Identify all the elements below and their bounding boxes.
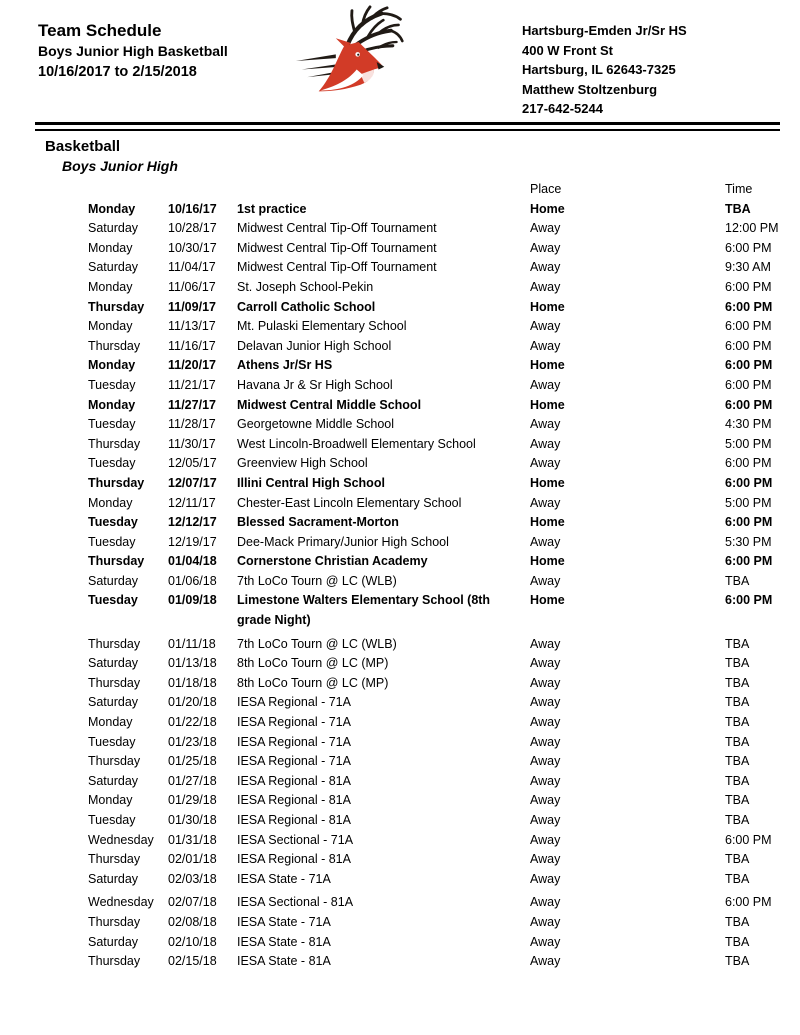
cell-date: 12/19/17 [168, 534, 217, 549]
contact-phone: 217-642-5244 [522, 101, 603, 116]
cell-day: Monday [88, 358, 136, 373]
row-spacer [0, 893, 88, 913]
cell-date: 02/07/18 [168, 895, 217, 910]
cell-day: Thursday [88, 475, 145, 490]
cell-time: 6:00 PM [725, 397, 773, 412]
cell-day: Tuesday [88, 734, 136, 749]
cell-date: 02/03/18 [168, 871, 217, 886]
cell-place: Away [530, 456, 561, 471]
cell-event: Blessed Sacrament-Morton [237, 515, 399, 530]
cell-event: 8th LoCo Tourn @ LC (MP) [237, 656, 389, 671]
cell-event: IESA Regional - 81A [237, 773, 351, 788]
cell-date: 10/30/17 [168, 240, 217, 255]
cell-time: 12:00 PM [725, 221, 779, 236]
cell-date: 02/15/18 [168, 954, 217, 969]
cell-date: 02/01/18 [168, 852, 217, 867]
cell-event: IESA Regional - 81A [237, 793, 351, 808]
cell-date: 11/27/17 [168, 397, 216, 412]
cell-time: TBA [725, 871, 750, 886]
cell-day: Saturday [88, 656, 139, 671]
cell-event: 8th LoCo Tourn @ LC (MP) [237, 675, 389, 690]
cell-day: Saturday [88, 871, 139, 886]
row-spacer [0, 415, 88, 435]
row-spacer [0, 474, 88, 494]
cell-day: Thursday [88, 675, 141, 690]
cell-day: Wednesday [88, 895, 154, 910]
cell-date: 01/31/18 [168, 832, 217, 847]
cell-event: 7th LoCo Tourn @ LC (WLB) [237, 636, 397, 651]
header-divider [35, 122, 780, 131]
cell-time: TBA [725, 201, 751, 216]
row-spacer [0, 850, 88, 870]
cell-date: 12/05/17 [168, 456, 217, 471]
cell-date: 11/20/17 [168, 358, 216, 373]
table-row [0, 893, 800, 913]
cell-day: Tuesday [88, 534, 136, 549]
cell-event: Carroll Catholic School [237, 299, 376, 314]
table-row [0, 952, 800, 972]
cell-date: 01/29/18 [168, 793, 217, 808]
cell-date: 10/28/17 [168, 221, 217, 236]
cell-time: 5:00 PM [725, 436, 772, 451]
row-spacer [0, 674, 88, 694]
cell-event: St. Joseph School-Pekin [237, 279, 374, 294]
cell-date: 02/08/18 [168, 914, 217, 929]
row-spacer [0, 552, 88, 572]
cell-time: 6:00 PM [725, 475, 773, 490]
cell-date: 12/11/17 [168, 495, 216, 510]
cell-day: Monday [88, 495, 133, 510]
row-spacer [0, 494, 88, 514]
cell-place: Away [530, 773, 561, 788]
cell-day: Thursday [88, 852, 141, 867]
cell-date: 12/12/17 [168, 515, 217, 530]
cell-time: TBA [725, 793, 750, 808]
cell-event: Midwest Central Tip-Off Tournament [237, 260, 437, 275]
school-city-state-zip: Hartsburg, IL 62643-7325 [522, 62, 676, 77]
row-spacer [0, 239, 88, 259]
table-row [0, 513, 800, 533]
stag-head-icon [291, 4, 411, 99]
table-row [0, 474, 800, 494]
cell-event: 1st practice [237, 201, 307, 216]
school-address: 400 W Front St [522, 42, 614, 58]
cell-place: Away [530, 954, 561, 969]
cell-place: Away [530, 871, 561, 886]
cell-date: 01/18/18 [168, 675, 217, 690]
cell-event: Illini Central High School [237, 475, 385, 490]
cell-event: Havana Jr & Sr High School [237, 377, 393, 392]
cell-place: Home [530, 299, 565, 314]
cell-event: IESA Regional - 71A [237, 734, 351, 749]
cell-day: Monday [88, 319, 133, 334]
row-spacer [0, 752, 88, 772]
cell-place: Away [530, 793, 561, 808]
row-spacer [0, 713, 88, 733]
cell-time: TBA [725, 852, 750, 867]
cell-date: 01/09/18 [168, 593, 217, 608]
cell-event: Greenview High School [237, 456, 368, 471]
cell-event: Georgetowne Middle School [237, 417, 395, 432]
cell-place: Away [530, 813, 561, 827]
cell-event: IESA Regional - 71A [237, 695, 351, 710]
cell-time: 6:00 PM [725, 358, 773, 373]
cell-date: 11/30/17 [168, 436, 216, 451]
table-row [0, 654, 800, 674]
cell-time: 6:00 PM [725, 832, 772, 847]
row-spacer [0, 298, 88, 318]
cell-day: Monday [88, 397, 136, 412]
cell-event: Midwest Central Middle School [237, 397, 422, 412]
row-spacer [0, 513, 88, 533]
cell-time: TBA [725, 695, 750, 710]
sport-heading: Basketball [45, 138, 121, 155]
cell-time: TBA [725, 914, 750, 929]
cell-date: 12/07/17 [168, 475, 217, 490]
cell-event: Mt. Pulaski Elementary School [237, 319, 407, 334]
cell-time: 6:00 PM [725, 319, 772, 334]
cell-day: Tuesday [88, 515, 138, 530]
cell-time: 6:00 PM [725, 456, 772, 471]
cell-place: Away [530, 895, 561, 910]
header-event-spacer [237, 180, 530, 200]
cell-time: 6:00 PM [725, 895, 772, 910]
table-row [0, 317, 800, 337]
cell-place: Away [530, 495, 561, 510]
cell-date: 01/04/18 [168, 554, 217, 569]
cell-event: IESA Regional - 81A [237, 852, 351, 867]
table-row [0, 396, 800, 416]
cell-place: Away [530, 675, 561, 690]
table-row [0, 635, 800, 655]
cell-place: Away [530, 715, 561, 730]
table-row [0, 239, 800, 259]
cell-event: IESA State - 81A [237, 934, 331, 949]
cell-day: Monday [88, 715, 133, 730]
cell-place: Away [530, 319, 561, 334]
divider-thin-line [35, 129, 780, 131]
cell-place: Away [530, 852, 561, 867]
cell-place: Home [530, 554, 565, 569]
cell-place: Away [530, 436, 561, 451]
cell-time: TBA [725, 754, 750, 769]
cell-time: TBA [725, 715, 750, 730]
row-spacer [0, 376, 88, 396]
row-spacer [0, 635, 88, 655]
cell-day: Monday [88, 793, 133, 808]
cell-time: 6:00 PM [725, 593, 773, 608]
table-row [0, 200, 800, 220]
cell-place: Away [530, 656, 561, 671]
cell-event: Chester-East Lincoln Elementary School [237, 495, 462, 510]
cell-day: Monday [88, 279, 133, 294]
cell-time: TBA [725, 954, 750, 969]
header-day-spacer [88, 180, 168, 200]
cell-event: Dee-Mack Primary/Junior High School [237, 534, 449, 549]
cell-event: IESA Sectional - 71A [237, 832, 354, 847]
cell-place: Away [530, 240, 561, 255]
stag-mascot-logo [291, 4, 411, 99]
row-spacer [0, 337, 88, 357]
row-spacer [0, 435, 88, 455]
column-header-place: Place [530, 182, 562, 196]
cell-place: Away [530, 754, 561, 769]
cell-place: Away [530, 377, 561, 392]
cell-time: TBA [725, 773, 750, 788]
cell-place: Away [530, 934, 561, 949]
row-spacer [0, 811, 88, 831]
cell-place: Home [530, 593, 565, 608]
table-row [0, 713, 800, 733]
row-spacer [0, 772, 88, 792]
cell-time: TBA [725, 675, 750, 690]
table-row [0, 913, 800, 933]
cell-time: 5:30 PM [725, 534, 772, 549]
table-row [0, 693, 800, 713]
cell-day: Tuesday [88, 377, 136, 392]
cell-day: Monday [88, 240, 133, 255]
row-spacer [0, 933, 88, 953]
table-row [0, 791, 800, 811]
cell-place: Away [530, 573, 561, 588]
cell-day: Thursday [88, 954, 141, 969]
cell-day: Thursday [88, 754, 141, 769]
team-subtitle: Boys Junior High Basketball [38, 43, 228, 59]
cell-date: 11/16/17 [168, 338, 216, 353]
cell-place: Away [530, 221, 561, 236]
contact-name: Matthew Stoltzenburg [522, 81, 658, 97]
row-spacer [0, 258, 88, 278]
cell-date: 01/20/18 [168, 695, 217, 710]
table-row [0, 933, 800, 953]
cell-place: Away [530, 260, 561, 275]
cell-event: West Lincoln-Broadwell Elementary School [237, 436, 476, 451]
table-row [0, 435, 800, 455]
column-header-time: Time [725, 182, 753, 196]
cell-day: Saturday [88, 773, 139, 788]
cell-day: Saturday [88, 221, 139, 236]
cell-day: Saturday [88, 934, 139, 949]
cell-day: Tuesday [88, 456, 136, 471]
cell-date: 11/21/17 [168, 377, 216, 392]
row-spacer [0, 591, 88, 630]
row-spacer [0, 317, 88, 337]
cell-event: 7th LoCo Tourn @ LC (WLB) [237, 573, 397, 588]
cell-date: 11/28/17 [168, 417, 216, 432]
table-row [0, 572, 800, 592]
school-info-block [522, 21, 687, 119]
table-row [0, 591, 800, 630]
cell-place: Away [530, 279, 561, 294]
cell-day: Monday [88, 201, 136, 216]
row-spacer [0, 913, 88, 933]
cell-day: Tuesday [88, 417, 136, 432]
table-header-row [0, 180, 800, 200]
cell-day: Thursday [88, 299, 145, 314]
row-spacer [0, 791, 88, 811]
cell-event: IESA Regional - 71A [237, 715, 351, 730]
row-spacer [0, 200, 88, 220]
cell-place: Away [530, 832, 561, 847]
row-spacer [0, 454, 88, 474]
cell-date: 01/13/18 [168, 656, 217, 671]
cell-place: Away [530, 914, 561, 929]
cell-place: Home [530, 397, 565, 412]
cell-day: Saturday [88, 695, 139, 710]
table-row [0, 356, 800, 376]
table-row [0, 533, 800, 553]
row-spacer [0, 654, 88, 674]
table-row [0, 552, 800, 572]
cell-event: IESA State - 71A [237, 871, 331, 886]
cell-date: 11/04/17 [168, 260, 216, 275]
cell-place: Away [530, 417, 561, 432]
row-spacer [0, 219, 88, 239]
page-title: Team Schedule [38, 21, 162, 40]
cell-time: 6:00 PM [725, 240, 772, 255]
cell-time: 6:00 PM [725, 554, 773, 569]
table-row [0, 811, 800, 831]
cell-event: IESA Regional - 71A [237, 754, 351, 769]
cell-place: Home [530, 475, 565, 490]
table-row [0, 494, 800, 514]
cell-day: Thursday [88, 338, 141, 353]
cell-date: 10/16/17 [168, 201, 217, 216]
cell-date: 01/25/18 [168, 754, 217, 769]
table-row [0, 258, 800, 278]
cell-date: 11/06/17 [168, 279, 216, 294]
cell-time: 6:00 PM [725, 279, 772, 294]
divider-thick-line [35, 122, 780, 125]
cell-day: Tuesday [88, 813, 136, 827]
cell-event: Delavan Junior High School [237, 338, 392, 353]
cell-time: TBA [725, 573, 750, 588]
table-row [0, 831, 800, 851]
cell-time: 4:30 PM [725, 417, 772, 432]
cell-place: Away [530, 338, 561, 353]
row-spacer [0, 278, 88, 298]
schedule-table [0, 180, 800, 972]
cell-place: Away [530, 695, 561, 710]
table-row [0, 733, 800, 753]
school-name: Hartsburg-Emden Jr/Sr HS [522, 23, 687, 38]
cell-day: Thursday [88, 914, 141, 929]
cell-place: Away [530, 734, 561, 749]
cell-event: Limestone Walters Elementary School (8th grade Night) [237, 593, 491, 628]
schedule-rows [0, 200, 800, 972]
cell-place: Home [530, 358, 565, 373]
cell-event: Midwest Central Tip-Off Tournament [237, 221, 437, 236]
cell-event: Midwest Central Tip-Off Tournament [237, 240, 437, 255]
cell-time: 6:00 PM [725, 515, 773, 530]
cell-time: 9:30 AM [725, 260, 771, 275]
cell-place: Home [530, 515, 565, 530]
table-row [0, 337, 800, 357]
header-spacer [0, 180, 88, 200]
table-row [0, 674, 800, 694]
cell-date: 01/06/18 [168, 573, 217, 588]
table-row [0, 772, 800, 792]
header-date-spacer [168, 180, 237, 200]
cell-date: 11/09/17 [168, 299, 216, 314]
table-row [0, 850, 800, 870]
cell-day: Thursday [88, 436, 141, 451]
cell-time: 6:00 PM [725, 338, 772, 353]
table-row [0, 454, 800, 474]
row-spacer [0, 693, 88, 713]
cell-place: Away [530, 534, 561, 549]
cell-date: 01/11/18 [168, 636, 216, 651]
schedule-date-range: 10/16/2017 to 2/15/2018 [38, 64, 197, 80]
table-row [0, 278, 800, 298]
cell-event: IESA State - 81A [237, 954, 331, 969]
cell-date: 01/27/18 [168, 773, 217, 788]
row-spacer [0, 356, 88, 376]
table-row [0, 870, 800, 890]
cell-date: 11/13/17 [168, 319, 216, 334]
table-row [0, 219, 800, 239]
cell-event: Cornerstone Christian Academy [237, 554, 428, 569]
cell-day: Tuesday [88, 593, 138, 608]
cell-day: Saturday [88, 573, 139, 588]
cell-time: TBA [725, 934, 750, 949]
cell-date: 02/10/18 [168, 934, 217, 949]
row-spacer [0, 952, 88, 972]
table-row [0, 415, 800, 435]
table-row [0, 298, 800, 318]
cell-place: Home [530, 201, 565, 216]
table-row [0, 752, 800, 772]
cell-day: Thursday [88, 636, 141, 651]
cell-day: Saturday [88, 260, 139, 275]
header-left-block [38, 20, 228, 83]
cell-event: IESA Sectional - 81A [237, 895, 354, 910]
row-spacer [0, 396, 88, 416]
cell-time: 5:00 PM [725, 495, 772, 510]
cell-time: TBA [725, 656, 750, 671]
cell-date: 01/30/18 [168, 813, 217, 827]
row-spacer [0, 870, 88, 890]
cell-place: Away [530, 636, 561, 651]
cell-event: IESA Regional - 81A [237, 813, 351, 827]
cell-day: Wednesday [88, 832, 154, 847]
cell-time: TBA [725, 813, 750, 827]
row-spacer [0, 572, 88, 592]
team-heading: Boys Junior High [62, 158, 178, 174]
row-spacer [0, 733, 88, 753]
cell-time: TBA [725, 734, 750, 749]
row-spacer [0, 533, 88, 553]
cell-date: 01/22/18 [168, 715, 217, 730]
row-spacer [0, 831, 88, 851]
cell-time: 6:00 PM [725, 299, 773, 314]
cell-date: 01/23/18 [168, 734, 217, 749]
table-row [0, 376, 800, 396]
cell-time: TBA [725, 636, 750, 651]
cell-time: 6:00 PM [725, 377, 772, 392]
cell-day: Thursday [88, 554, 145, 569]
cell-event: IESA State - 71A [237, 914, 331, 929]
cell-event: Athens Jr/Sr HS [237, 358, 333, 373]
